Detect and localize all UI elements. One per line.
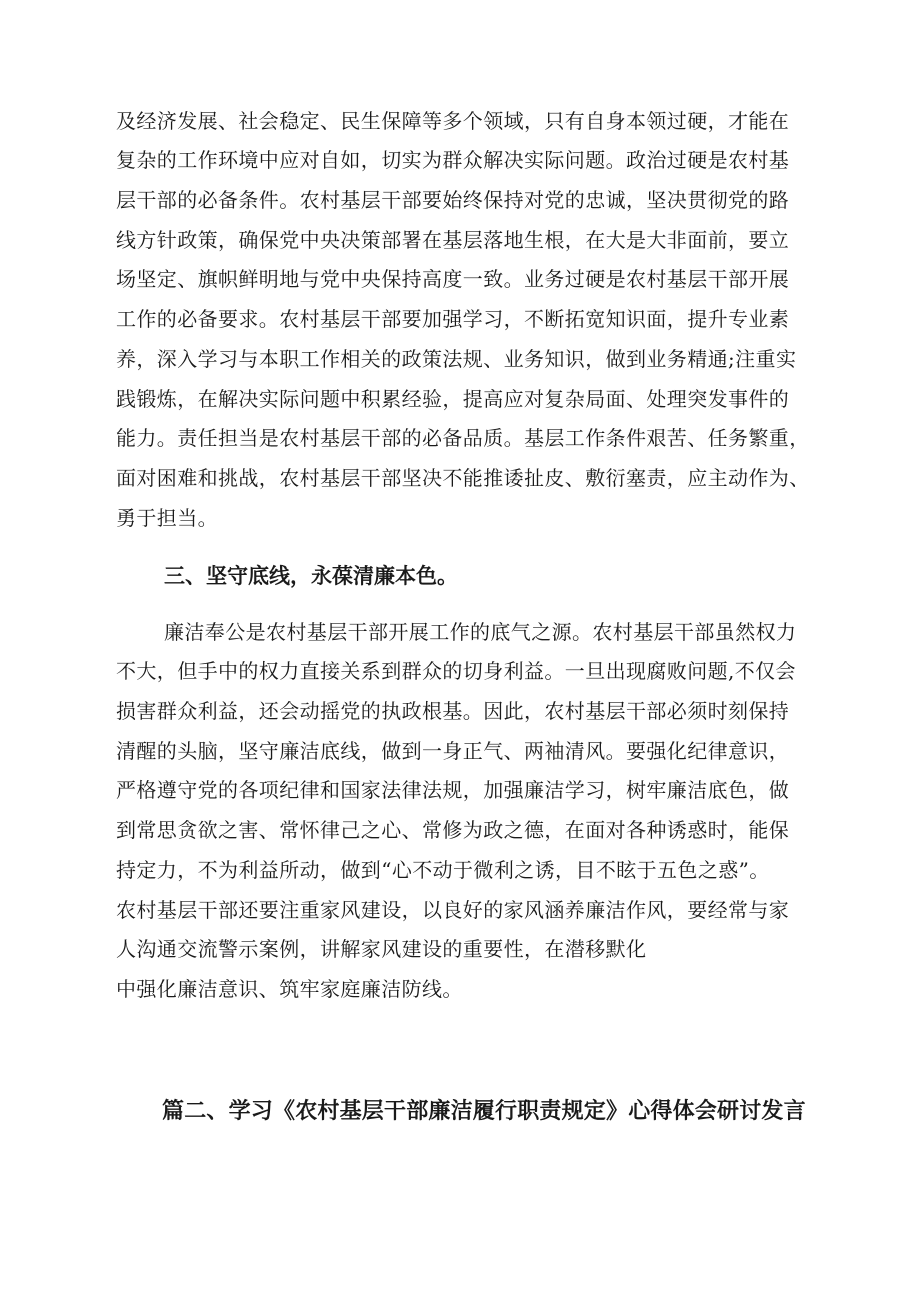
article-title: 篇二、学习《农村基层干部廉洁履行职责规定》心得体会研讨发言: [162, 1099, 806, 1124]
text-line: 能力。责任担当是农村基层干部的必备品质。基层工作条件艰苦、任务繁重，: [116, 426, 810, 450]
text-line: 严格遵守党的各项纪律和国家法律法规，加强廉洁学习，树牢廉洁底色，做: [116, 778, 790, 802]
text-line: 人沟通交流警示案例，讲解家风建设的重要性，在潜移默化: [116, 937, 647, 961]
text-line: 面对困难和挑战，农村基层干部坚决不能推诿扯皮、敷衍塞责，应主动作为、: [116, 466, 810, 490]
text-line: 践锻炼，在解决实际问题中积累经验，提高应对复杂局面、处理突发事件的: [116, 387, 790, 411]
text-line: 线方针政策，确保党中央决策部署在基层落地生根，在大是大非面前，要立: [116, 228, 790, 252]
text-line: 持定力，不为利益所动，做到“心不动于微利之诱，目不眩于五色之惑”。: [116, 858, 770, 882]
text-line: 场坚定、旗帜鲜明地与党中央保持高度一致。业务过硬是农村基层干部开展: [116, 267, 790, 291]
text-line: 工作的必备要求。农村基层干部要加强学习，不断拓宽知识面，提升专业素: [116, 307, 790, 331]
text-line: 到常思贪欲之害、常怀律己之心、常修为政之德，在面对各种诱惑时，能保: [116, 818, 790, 842]
text-line: 勇于担当。: [116, 506, 218, 530]
section-heading: 三、坚守底线，永葆清廉本色。: [164, 564, 458, 588]
text-line: 复杂的工作环境中应对自如，切实为群众解决实际问题。政治过硬是农村基: [116, 148, 790, 172]
text-line: 农村基层干部还要注重家风建设，以良好的家风涵养廉洁作风，要经常与家: [116, 898, 790, 922]
text-line: 层干部的必备条件。农村基层干部要始终保持对党的忠诚，坚决贯彻党的路: [116, 188, 790, 212]
text-line: 养，深入学习与本职工作相关的政策法规、业务知识，做到业务精通;注重实: [116, 347, 797, 371]
text-line: 及经济发展、社会稳定、民生保障等多个领域，只有自身本领过硬，才能在: [116, 109, 790, 133]
text-line: 损害群众利益，还会动摇党的执政根基。因此，农村基层干部必须时刻保持: [116, 699, 790, 723]
text-line: 中强化廉洁意识、筑牢家庭廉洁防线。: [116, 977, 463, 1001]
text-line: 不大，但手中的权力直接关系到群众的切身利益。一旦出现腐败问题,不仅会: [116, 659, 796, 683]
text-line: 清醒的头脑，坚守廉洁底线，做到一身正气、两袖清风。要强化纪律意识，: [116, 739, 790, 763]
text-line: 廉洁奉公是农村基层干部开展工作的底气之源。农村基层干部虽然权力: [164, 620, 797, 644]
